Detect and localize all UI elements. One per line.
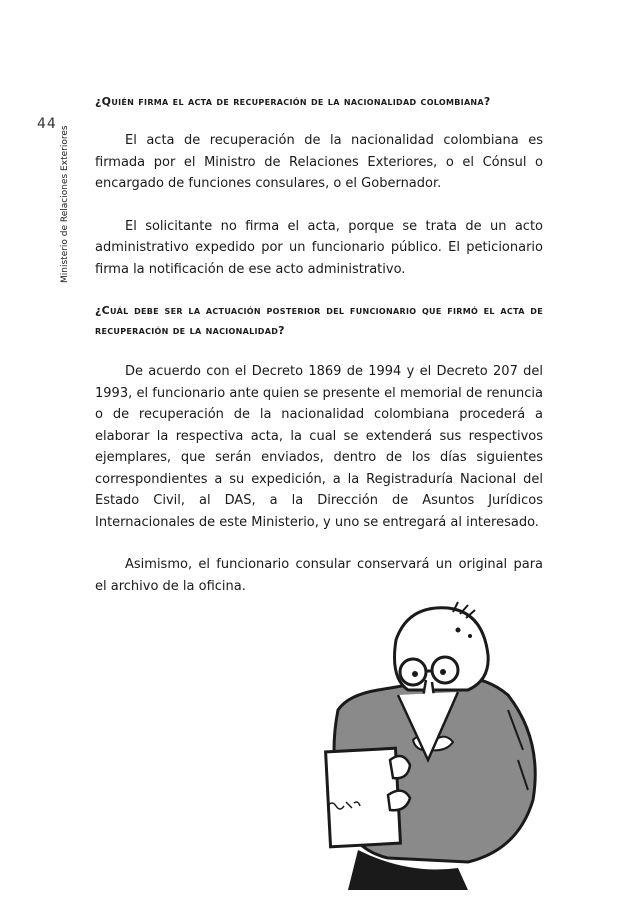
cartoon-official-illustration <box>318 600 558 894</box>
page-content <box>95 92 543 618</box>
paragraph-1-2: El solicitante no firma el acta, porque se trata de un acto administrativo expedido por un funcionario público. El peticionario firma la notificación de ese acto administrativo. <box>95 218 543 277</box>
paragraph-2-1: De acuerdo con el Decreto 1869 de 1994 y el Decreto 207 del 1993, el funcionario ante quien se presente el memorial de renuncia o de recuperación de la nacionalidad colombiana procederá a elaborar la respectiva acta, la cual se extenderá sus respectivos ejemplares, que serán enviados, dentro de los días siguientes correspondientes a su expedición, a la Registraduría Nacional del Estado Civil, al DAS, a la Dirección de Asuntos Jurídicos Internacionales de este Ministerio, y uno se entregará al interesado. <box>95 364 543 530</box>
paragraph-2-2: Asimismo, el funcionario consular conservará un original para el archivo de la oficina. <box>95 557 543 594</box>
paragraph-1-1: El acta de recuperación de la nacionalidad colombiana es firmada por el Ministro de Relaciones Exteriores, o el Cónsul o encargado de funciones consulares, o el Gobernador. <box>95 133 543 191</box>
question-heading-2: ¿Cuál debe ser la actuación posterior del funcionario que firmó el acta de recuperación de la nacionalidad? <box>95 304 543 337</box>
side-label: Ministerio de Relaciones Exteriores <box>60 125 70 283</box>
cartoon-official-icon <box>318 600 558 890</box>
page-number: 44 <box>37 116 57 132</box>
question-heading-1: ¿Quién firma el acta de recuperación de la nacionalidad colombiana? <box>95 95 491 108</box>
